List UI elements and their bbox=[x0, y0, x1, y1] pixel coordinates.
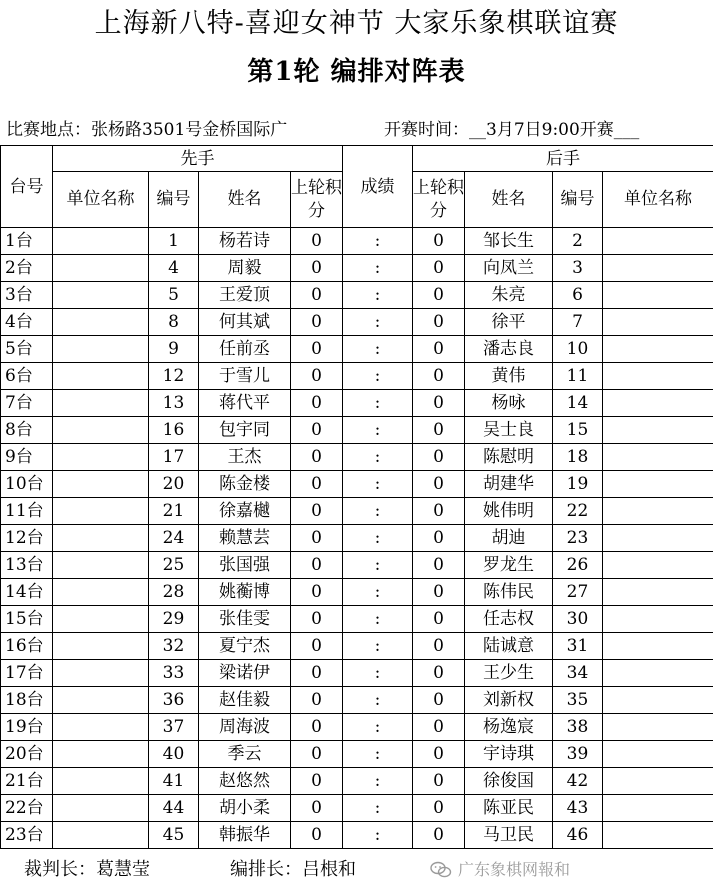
unit-second-cell bbox=[603, 795, 713, 822]
prev-score-second-cell: 0 bbox=[413, 390, 465, 417]
unit-first-cell bbox=[53, 795, 149, 822]
name-second-cell: 徐平 bbox=[465, 309, 553, 336]
number-first-cell: 32 bbox=[149, 633, 199, 660]
pairing-table bbox=[0, 145, 713, 849]
venue-text: 比赛地点：张杨路3501号金桥国际广 bbox=[6, 120, 288, 140]
prev-score-first-cell: 0 bbox=[291, 579, 343, 606]
unit-second-cell bbox=[603, 606, 713, 633]
result-cell: : bbox=[343, 741, 413, 768]
prev-score-second-cell: 0 bbox=[413, 498, 465, 525]
prev-score-first-cell: 0 bbox=[291, 363, 343, 390]
table-row bbox=[1, 228, 713, 255]
table-row bbox=[1, 363, 713, 390]
name-second-cell: 胡建华 bbox=[465, 471, 553, 498]
prev-score-first-cell: 0 bbox=[291, 741, 343, 768]
prev-score-second-cell: 0 bbox=[413, 633, 465, 660]
prev-score-second-cell: 0 bbox=[413, 687, 465, 714]
header-first-player: 先手 bbox=[53, 146, 343, 172]
unit-first-cell bbox=[53, 525, 149, 552]
table-no-cell: 4台 bbox=[1, 309, 53, 336]
header-name-second: 姓名 bbox=[465, 172, 553, 228]
unit-second-cell bbox=[603, 417, 713, 444]
table-no-cell: 2台 bbox=[1, 255, 53, 282]
unit-second-cell bbox=[603, 336, 713, 363]
number-first-cell: 16 bbox=[149, 417, 199, 444]
name-first-cell: 姚蘅博 bbox=[199, 579, 291, 606]
prev-score-first-cell: 0 bbox=[291, 255, 343, 282]
table-no-cell: 19台 bbox=[1, 714, 53, 741]
table-row bbox=[1, 633, 713, 660]
table-no-cell: 8台 bbox=[1, 417, 53, 444]
unit-second-cell bbox=[603, 444, 713, 471]
event-info bbox=[6, 118, 712, 142]
number-second-cell: 46 bbox=[553, 822, 603, 849]
prev-score-first-cell: 0 bbox=[291, 768, 343, 795]
result-cell: : bbox=[343, 390, 413, 417]
name-second-cell: 黄伟 bbox=[465, 363, 553, 390]
unit-first-cell bbox=[53, 282, 149, 309]
number-first-cell: 41 bbox=[149, 768, 199, 795]
name-second-cell: 胡迪 bbox=[465, 525, 553, 552]
number-second-cell: 43 bbox=[553, 795, 603, 822]
table-row bbox=[1, 660, 713, 687]
result-cell: : bbox=[343, 336, 413, 363]
name-first-cell: 张佳雯 bbox=[199, 606, 291, 633]
name-first-cell: 陈金楼 bbox=[199, 471, 291, 498]
number-first-cell: 45 bbox=[149, 822, 199, 849]
number-second-cell: 34 bbox=[553, 660, 603, 687]
result-cell: : bbox=[343, 282, 413, 309]
name-first-cell: 何其斌 bbox=[199, 309, 291, 336]
number-first-cell: 9 bbox=[149, 336, 199, 363]
unit-first-cell bbox=[53, 336, 149, 363]
number-first-cell: 25 bbox=[149, 552, 199, 579]
header-unit-first: 单位名称 bbox=[53, 172, 149, 228]
prev-score-second-cell: 0 bbox=[413, 228, 465, 255]
result-cell: : bbox=[343, 444, 413, 471]
header-prev-score-first: 上轮积分 bbox=[291, 172, 343, 228]
number-second-cell: 14 bbox=[553, 390, 603, 417]
result-cell: : bbox=[343, 228, 413, 255]
unit-first-cell bbox=[53, 822, 149, 849]
prev-score-first-cell: 0 bbox=[291, 525, 343, 552]
unit-second-cell bbox=[603, 579, 713, 606]
table-row bbox=[1, 471, 713, 498]
name-first-cell: 赖慧芸 bbox=[199, 525, 291, 552]
unit-first-cell bbox=[53, 606, 149, 633]
name-first-cell: 徐嘉樾 bbox=[199, 498, 291, 525]
number-second-cell: 26 bbox=[553, 552, 603, 579]
table-row bbox=[1, 552, 713, 579]
table-row bbox=[1, 741, 713, 768]
prev-score-first-cell: 0 bbox=[291, 282, 343, 309]
header-table-no: 台号 bbox=[1, 146, 53, 228]
result-cell: : bbox=[343, 660, 413, 687]
name-first-cell: 季云 bbox=[199, 741, 291, 768]
header-result: 成绩 bbox=[343, 146, 413, 228]
watermark-text: 广东象棋网報和 bbox=[458, 860, 571, 879]
header-second-player: 后手 bbox=[413, 146, 713, 172]
result-cell: : bbox=[343, 552, 413, 579]
prev-score-second-cell: 0 bbox=[413, 417, 465, 444]
prev-score-second-cell: 0 bbox=[413, 660, 465, 687]
result-cell: : bbox=[343, 795, 413, 822]
number-second-cell: 27 bbox=[553, 579, 603, 606]
unit-second-cell bbox=[603, 633, 713, 660]
name-second-cell: 任志权 bbox=[465, 606, 553, 633]
name-second-cell: 宇诗琪 bbox=[465, 741, 553, 768]
prev-score-second-cell: 0 bbox=[413, 822, 465, 849]
name-second-cell: 向凤兰 bbox=[465, 255, 553, 282]
name-first-cell: 赵佳毅 bbox=[199, 687, 291, 714]
result-cell: : bbox=[343, 417, 413, 444]
name-first-cell: 杨若诗 bbox=[199, 228, 291, 255]
number-first-cell: 33 bbox=[149, 660, 199, 687]
number-second-cell: 18 bbox=[553, 444, 603, 471]
number-first-cell: 21 bbox=[149, 498, 199, 525]
prev-score-first-cell: 0 bbox=[291, 660, 343, 687]
prev-score-second-cell: 0 bbox=[413, 741, 465, 768]
number-first-cell: 13 bbox=[149, 390, 199, 417]
prev-score-second-cell: 0 bbox=[413, 795, 465, 822]
table-no-cell: 1台 bbox=[1, 228, 53, 255]
number-second-cell: 31 bbox=[553, 633, 603, 660]
table-no-cell: 21台 bbox=[1, 768, 53, 795]
number-second-cell: 30 bbox=[553, 606, 603, 633]
number-first-cell: 40 bbox=[149, 741, 199, 768]
table-row bbox=[1, 417, 713, 444]
table-row bbox=[1, 309, 713, 336]
number-first-cell: 8 bbox=[149, 309, 199, 336]
unit-first-cell bbox=[53, 444, 149, 471]
table-no-cell: 3台 bbox=[1, 282, 53, 309]
prev-score-first-cell: 0 bbox=[291, 417, 343, 444]
prev-score-second-cell: 0 bbox=[413, 336, 465, 363]
name-first-cell: 张国强 bbox=[199, 552, 291, 579]
name-second-cell: 刘新权 bbox=[465, 687, 553, 714]
table-row bbox=[1, 390, 713, 417]
number-first-cell: 20 bbox=[149, 471, 199, 498]
footer bbox=[0, 850, 713, 890]
number-second-cell: 35 bbox=[553, 687, 603, 714]
name-first-cell: 周毅 bbox=[199, 255, 291, 282]
unit-second-cell bbox=[603, 309, 713, 336]
name-first-cell: 周海波 bbox=[199, 714, 291, 741]
watermark bbox=[430, 850, 570, 890]
table-no-cell: 22台 bbox=[1, 795, 53, 822]
name-second-cell: 吴士良 bbox=[465, 417, 553, 444]
table-no-cell: 9台 bbox=[1, 444, 53, 471]
table-row bbox=[1, 525, 713, 552]
result-cell: : bbox=[343, 498, 413, 525]
wechat-icon bbox=[430, 861, 452, 879]
unit-first-cell bbox=[53, 255, 149, 282]
unit-first-cell bbox=[53, 471, 149, 498]
header-prev-score-second: 上轮积分 bbox=[413, 172, 465, 228]
prev-score-first-cell: 0 bbox=[291, 606, 343, 633]
page-title: 上海新八特-喜迎女神节 大家乐象棋联谊赛 bbox=[94, 8, 619, 39]
result-cell: : bbox=[343, 525, 413, 552]
result-cell: : bbox=[343, 606, 413, 633]
unit-second-cell bbox=[603, 714, 713, 741]
unit-second-cell bbox=[603, 525, 713, 552]
prev-score-second-cell: 0 bbox=[413, 309, 465, 336]
table-no-cell: 14台 bbox=[1, 579, 53, 606]
number-first-cell: 12 bbox=[149, 363, 199, 390]
prev-score-first-cell: 0 bbox=[291, 498, 343, 525]
name-first-cell: 夏宁杰 bbox=[199, 633, 291, 660]
table-no-cell: 16台 bbox=[1, 633, 53, 660]
table-row bbox=[1, 795, 713, 822]
name-second-cell: 徐俊国 bbox=[465, 768, 553, 795]
number-second-cell: 15 bbox=[553, 417, 603, 444]
prev-score-second-cell: 0 bbox=[413, 363, 465, 390]
result-cell: : bbox=[343, 714, 413, 741]
unit-first-cell bbox=[53, 552, 149, 579]
name-first-cell: 于雪儿 bbox=[199, 363, 291, 390]
name-second-cell: 罗龙生 bbox=[465, 552, 553, 579]
result-cell: : bbox=[343, 687, 413, 714]
prev-score-first-cell: 0 bbox=[291, 795, 343, 822]
table-no-cell: 12台 bbox=[1, 525, 53, 552]
number-second-cell: 39 bbox=[553, 741, 603, 768]
prev-score-first-cell: 0 bbox=[291, 687, 343, 714]
number-first-cell: 44 bbox=[149, 795, 199, 822]
result-cell: : bbox=[343, 471, 413, 498]
unit-first-cell bbox=[53, 363, 149, 390]
name-first-cell: 王爱顶 bbox=[199, 282, 291, 309]
name-second-cell: 陈亚民 bbox=[465, 795, 553, 822]
chief-referee: 裁判长：葛慧莹 bbox=[24, 859, 150, 880]
number-second-cell: 6 bbox=[553, 282, 603, 309]
unit-second-cell bbox=[603, 660, 713, 687]
name-second-cell: 杨咏 bbox=[465, 390, 553, 417]
name-second-cell: 潘志良 bbox=[465, 336, 553, 363]
prev-score-second-cell: 0 bbox=[413, 471, 465, 498]
prev-score-second-cell: 0 bbox=[413, 714, 465, 741]
table-no-cell: 13台 bbox=[1, 552, 53, 579]
table-no-cell: 15台 bbox=[1, 606, 53, 633]
name-second-cell: 朱亮 bbox=[465, 282, 553, 309]
prev-score-second-cell: 0 bbox=[413, 768, 465, 795]
result-cell: : bbox=[343, 309, 413, 336]
unit-second-cell bbox=[603, 228, 713, 255]
table-no-cell: 11台 bbox=[1, 498, 53, 525]
unit-first-cell bbox=[53, 228, 149, 255]
number-second-cell: 38 bbox=[553, 714, 603, 741]
unit-second-cell bbox=[603, 552, 713, 579]
name-second-cell: 陈伟民 bbox=[465, 579, 553, 606]
number-second-cell: 23 bbox=[553, 525, 603, 552]
number-first-cell: 1 bbox=[149, 228, 199, 255]
table-row bbox=[1, 336, 713, 363]
unit-first-cell bbox=[53, 741, 149, 768]
table-no-cell: 10台 bbox=[1, 471, 53, 498]
prev-score-first-cell: 0 bbox=[291, 390, 343, 417]
prev-score-first-cell: 0 bbox=[291, 444, 343, 471]
table-row bbox=[1, 768, 713, 795]
header-unit-second: 单位名称 bbox=[603, 172, 713, 228]
unit-second-cell bbox=[603, 363, 713, 390]
number-second-cell: 11 bbox=[553, 363, 603, 390]
table-row bbox=[1, 714, 713, 741]
result-cell: : bbox=[343, 255, 413, 282]
unit-second-cell bbox=[603, 255, 713, 282]
chief-arranger: 编排长：吕根和 bbox=[230, 859, 356, 880]
table-no-cell: 5台 bbox=[1, 336, 53, 363]
name-second-cell: 邹长生 bbox=[465, 228, 553, 255]
table-no-cell: 17台 bbox=[1, 660, 53, 687]
number-first-cell: 17 bbox=[149, 444, 199, 471]
header-number-first: 编号 bbox=[149, 172, 199, 228]
name-second-cell: 陆诚意 bbox=[465, 633, 553, 660]
number-second-cell: 3 bbox=[553, 255, 603, 282]
unit-second-cell bbox=[603, 687, 713, 714]
header-number-second: 编号 bbox=[553, 172, 603, 228]
prev-score-first-cell: 0 bbox=[291, 552, 343, 579]
prev-score-second-cell: 0 bbox=[413, 255, 465, 282]
table-no-cell: 6台 bbox=[1, 363, 53, 390]
table-row bbox=[1, 255, 713, 282]
number-second-cell: 42 bbox=[553, 768, 603, 795]
number-first-cell: 5 bbox=[149, 282, 199, 309]
number-first-cell: 24 bbox=[149, 525, 199, 552]
header-name-first: 姓名 bbox=[199, 172, 291, 228]
name-first-cell: 包宇同 bbox=[199, 417, 291, 444]
prev-score-second-cell: 0 bbox=[413, 552, 465, 579]
name-second-cell: 姚伟明 bbox=[465, 498, 553, 525]
unit-second-cell bbox=[603, 282, 713, 309]
number-first-cell: 4 bbox=[149, 255, 199, 282]
unit-first-cell bbox=[53, 660, 149, 687]
name-second-cell: 陈慰明 bbox=[465, 444, 553, 471]
number-second-cell: 22 bbox=[553, 498, 603, 525]
prev-score-first-cell: 0 bbox=[291, 336, 343, 363]
start-time-text: 开赛时间：__3月7日9:00开赛___ bbox=[384, 120, 640, 140]
unit-first-cell bbox=[53, 687, 149, 714]
result-cell: : bbox=[343, 633, 413, 660]
name-second-cell: 马卫民 bbox=[465, 822, 553, 849]
unit-second-cell bbox=[603, 498, 713, 525]
result-cell: : bbox=[343, 363, 413, 390]
name-first-cell: 王杰 bbox=[199, 444, 291, 471]
table-no-cell: 23台 bbox=[1, 822, 53, 849]
unit-second-cell bbox=[603, 768, 713, 795]
table-no-cell: 20台 bbox=[1, 741, 53, 768]
table-row bbox=[1, 822, 713, 849]
number-second-cell: 19 bbox=[553, 471, 603, 498]
name-second-cell: 杨逸宸 bbox=[465, 714, 553, 741]
result-cell: : bbox=[343, 579, 413, 606]
unit-first-cell bbox=[53, 714, 149, 741]
unit-second-cell bbox=[603, 741, 713, 768]
table-no-cell: 18台 bbox=[1, 687, 53, 714]
name-first-cell: 赵悠然 bbox=[199, 768, 291, 795]
number-first-cell: 28 bbox=[149, 579, 199, 606]
number-first-cell: 37 bbox=[149, 714, 199, 741]
number-second-cell: 10 bbox=[553, 336, 603, 363]
prev-score-first-cell: 0 bbox=[291, 714, 343, 741]
unit-second-cell bbox=[603, 390, 713, 417]
unit-second-cell bbox=[603, 822, 713, 849]
unit-first-cell bbox=[53, 768, 149, 795]
prev-score-second-cell: 0 bbox=[413, 525, 465, 552]
unit-first-cell bbox=[53, 498, 149, 525]
name-first-cell: 胡小柔 bbox=[199, 795, 291, 822]
table-row bbox=[1, 687, 713, 714]
table-row bbox=[1, 498, 713, 525]
prev-score-second-cell: 0 bbox=[413, 606, 465, 633]
table-no-cell: 7台 bbox=[1, 390, 53, 417]
result-cell: : bbox=[343, 768, 413, 795]
prev-score-first-cell: 0 bbox=[291, 633, 343, 660]
number-second-cell: 2 bbox=[553, 228, 603, 255]
name-first-cell: 任前丞 bbox=[199, 336, 291, 363]
unit-first-cell bbox=[53, 309, 149, 336]
page-subtitle: 第1轮 编排对阵表 bbox=[247, 57, 466, 87]
number-second-cell: 7 bbox=[553, 309, 603, 336]
number-first-cell: 29 bbox=[149, 606, 199, 633]
table-row bbox=[1, 282, 713, 309]
prev-score-first-cell: 0 bbox=[291, 822, 343, 849]
table-row bbox=[1, 579, 713, 606]
number-first-cell: 36 bbox=[149, 687, 199, 714]
prev-score-first-cell: 0 bbox=[291, 471, 343, 498]
result-cell: : bbox=[343, 822, 413, 849]
unit-first-cell bbox=[53, 390, 149, 417]
name-first-cell: 蒋代平 bbox=[199, 390, 291, 417]
table-row bbox=[1, 606, 713, 633]
name-second-cell: 王少生 bbox=[465, 660, 553, 687]
name-first-cell: 梁诺伊 bbox=[199, 660, 291, 687]
name-first-cell: 韩振华 bbox=[199, 822, 291, 849]
unit-second-cell bbox=[603, 471, 713, 498]
unit-first-cell bbox=[53, 633, 149, 660]
prev-score-second-cell: 0 bbox=[413, 579, 465, 606]
unit-first-cell bbox=[53, 579, 149, 606]
prev-score-first-cell: 0 bbox=[291, 309, 343, 336]
unit-first-cell bbox=[53, 417, 149, 444]
prev-score-first-cell: 0 bbox=[291, 228, 343, 255]
prev-score-second-cell: 0 bbox=[413, 282, 465, 309]
table-row bbox=[1, 444, 713, 471]
prev-score-second-cell: 0 bbox=[413, 444, 465, 471]
